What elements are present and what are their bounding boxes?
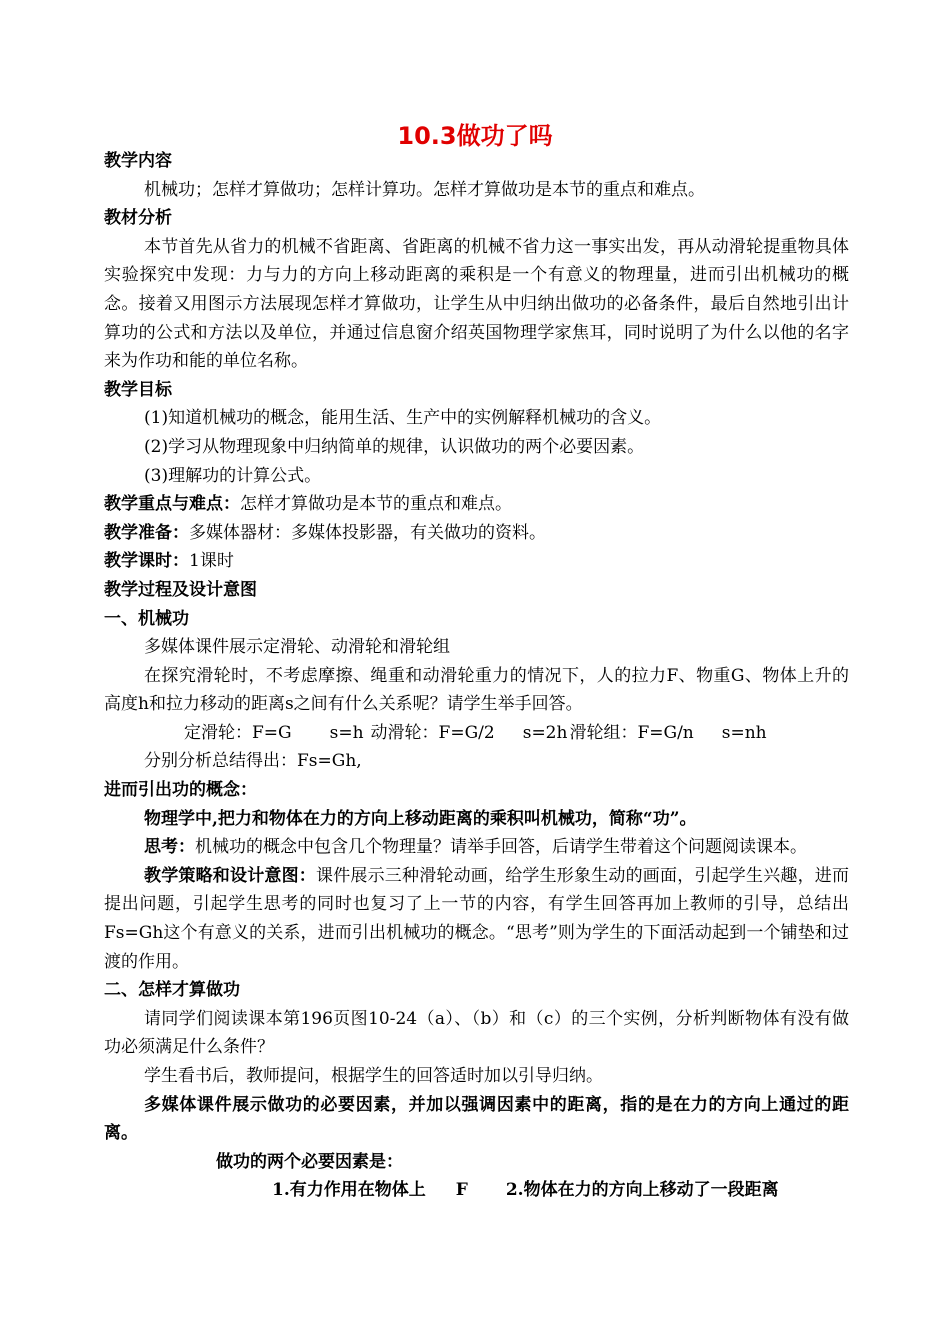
formula-block: 滑轮组：F=G/n (569, 722, 694, 743)
hours-label: 教学课时： (104, 551, 189, 572)
factor-1: 1.有力作用在物体上 (272, 1180, 426, 1201)
content-text: 机械功；怎样才算做功；怎样计算功。怎样才算做功是本节的重点和难点。 (144, 179, 705, 200)
part1-intro: 多媒体课件展示定滑轮、动滑轮和滑轮组 (144, 637, 450, 658)
pulley-formulas (104, 719, 849, 748)
section-heading-goals: 教学目标 (104, 379, 172, 400)
part2-heading: 二、怎样才算做功 (104, 980, 240, 1001)
prep-label: 教学准备： (104, 522, 189, 543)
section-heading-content: 教学内容 (104, 151, 172, 171)
hours-text: 1课时 (189, 551, 234, 572)
section-heading-process: 教学过程及设计意图 (104, 579, 257, 600)
formula-block-s: s=nh (721, 722, 767, 743)
concept-definition: 物理学中,把力和物体在力的方向上移动距离的乘积叫机械功，简称“功”。 (144, 808, 697, 829)
strategy-label: 教学策略和设计意图： (144, 865, 316, 886)
concept-lead: 进而引出功的概念： (104, 780, 257, 801)
factors-heading: 做功的两个必要因素是： (216, 1151, 403, 1172)
think-label: 思考： (144, 837, 195, 858)
keypoints-label: 教学重点与难点： (104, 494, 240, 515)
part2-media: 多媒体课件展示做功的必要因素，并加以强调因素中的距离，指的是在力的方向上通过的距离。 (104, 1094, 849, 1144)
factors-line (104, 1176, 849, 1205)
think-text: 机械功的概念中包含几个物理量？请举手回答，后请学生带着这个问题阅读课本。 (195, 837, 807, 858)
summary-line: 分别分析总结得出：Fs=Gh, (144, 751, 362, 772)
part2-teacher: 学生看书后，教师提问，根据学生的回答适时加以引导归纳。 (144, 1066, 603, 1086)
goal-item-3: (3)理解功的计算公式。 (144, 465, 322, 486)
prep-text: 多媒体器材：多媒体投影器，有关做功的资料。 (189, 522, 546, 543)
part2-read: 请同学们阅读课本第196页图10-24（a）、（b）和（c）的三个实例，分析判断物体有没有做功必须满足什么条件？ (104, 1008, 849, 1058)
strategy-paragraph (104, 862, 849, 976)
formula-fixed: 定滑轮：F=G (184, 722, 292, 743)
part1-question: 在探究滑轮时，不考虑摩擦、绳重和动滑轮重力的情况下，人的拉力F、物重G、物体上升的高度h和拉力移动的距离s之间有什么关系呢？请学生举手回答。 (104, 665, 849, 715)
section-heading-analysis: 教材分析 (104, 208, 172, 229)
keypoints-text: 怎样才算做功是本节的重点和难点。 (240, 494, 512, 515)
goal-item-2: (2)学习从物理现象中归纳简单的规律，认识做功的两个必要因素。 (144, 436, 645, 457)
formula-movable: 动滑轮：F=G/2 (370, 722, 495, 743)
keypoints-line (104, 490, 849, 519)
formula-fixed-s: s=h (329, 722, 364, 743)
strategy-text: 课件展示三种滑轮动画，给学生形象生动的画面，引起学生兴趣，进而提出问题，引起学生思考的同时也复习了上一节的内容，有学生回答再加上教师的引导，总结出Fs=Gh这个有意义的关系，进而引出机械功的概念。“思考”则为学生的下面活动起到一个铺垫和过渡的作用。 (104, 865, 849, 972)
factor-1-symbol: F (455, 1180, 468, 1201)
prep-line (104, 519, 849, 548)
analysis-paragraph: 本节首先从省力的机械不省距离、省距离的机械不省力这一事实出发，再从动滑轮提重物具体实验探究中发现：力与力的方向上移动距离的乘积是一个有意义的物理量，进而引出机械功的概念。接着又用图示方法展现怎样才算做功，让学生从中归纳出做功的必备条件，最后自然地引出计算功的公式和方法以及单位，并通过信息窗介绍英国物理学家焦耳，同时说明了为什么以他的名字来为作功和能的单位名称。 (104, 236, 849, 372)
document-body (104, 147, 849, 1205)
part1-heading: 一、机械功 (104, 608, 189, 629)
think-paragraph (104, 833, 849, 862)
goal-item-1: (1)知道机械功的概念，能用生活、生产中的实例解释机械功的含义。 (144, 408, 662, 429)
page-title: 10.3做功了吗 (397, 122, 553, 150)
factor-2: 2.物体在力的方向上移动了一段距离 (505, 1180, 779, 1201)
hours-line (104, 547, 849, 576)
formula-movable-s: s=2h (522, 722, 568, 743)
